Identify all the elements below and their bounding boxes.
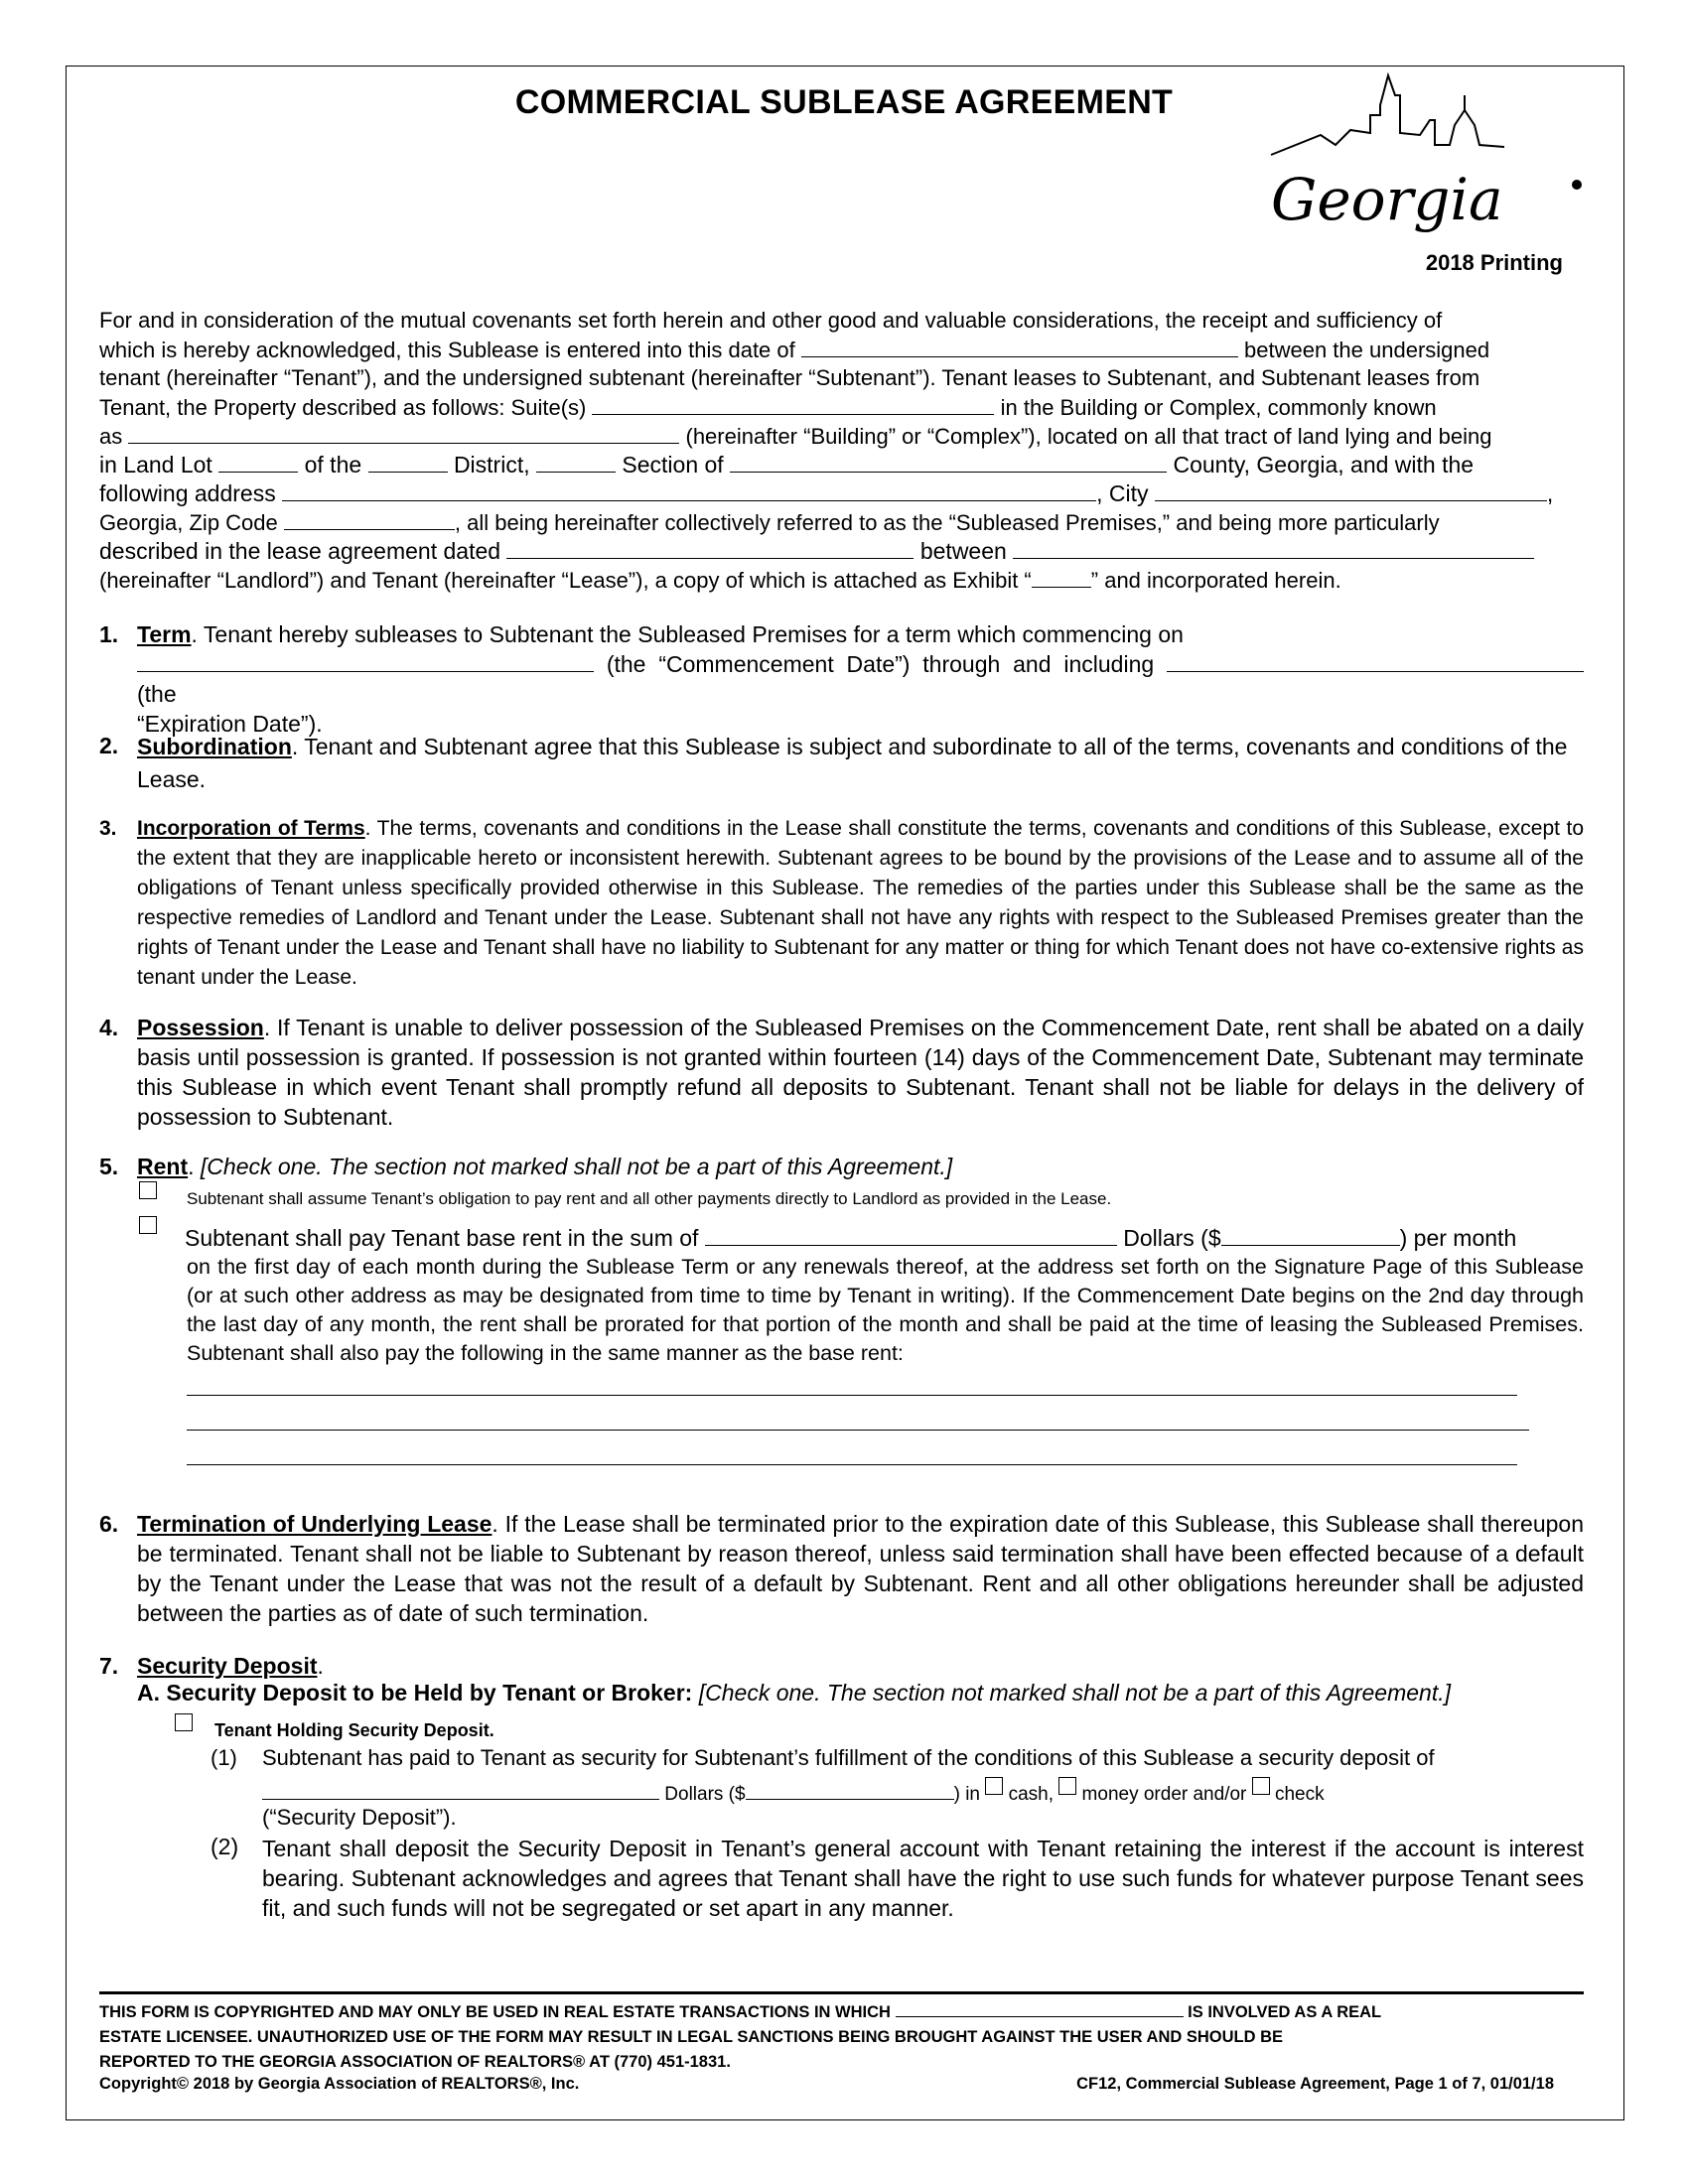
intro-line-3: tenant (hereinafter “Tenant”), and the undersigned subtenant (hereinafter “Subtenant”). Tenant leases to Subtenant, and Subtenant leases from xyxy=(99,365,1480,390)
additional-rent-line-3[interactable] xyxy=(187,1464,1517,1465)
section-security-deposit: 7. Security Deposit. xyxy=(99,1653,324,1679)
section-field[interactable] xyxy=(536,450,616,473)
building-name-field[interactable] xyxy=(128,421,679,444)
security-deposit-definition: (“Security Deposit”). xyxy=(262,1805,457,1830)
additional-rent-line-2[interactable] xyxy=(187,1430,1529,1431)
deposit-paragraph-1-text: Subtenant has paid to Tenant as security for Subtenant’s fulfillment of the conditions of this Sublease a security deposit of xyxy=(262,1745,1435,1770)
tenant-holding-checkbox[interactable] xyxy=(175,1713,193,1731)
lease-date-field[interactable] xyxy=(506,536,914,559)
intro-line-10: (hereinafter “Landlord”) and Tenant (hereinafter “Lease”), a copy of which is attached as Exhibit “ ” and incorporated herein. xyxy=(99,565,1584,595)
section-rent: 5. Rent. [Check one. The section not marked shall not be a part of this Agreement.] xyxy=(99,1154,953,1179)
form-identifier: CF12, Commercial Sublease Agreement, Page 1 of 7, 01/01/18 xyxy=(1076,2075,1554,2093)
rent-option-2-line: Subtenant shall pay Tenant base rent in the sum of Dollars ($ ) per month xyxy=(185,1225,1517,1251)
section-term: 1. Term. Tenant hereby subleases to Subtenant the Subleased Premises for a term which commencing on (the “Commencement Date”) through and including (the “Expiration Date”). xyxy=(99,619,1584,739)
subsection-a-heading: A. Security Deposit to be Held by Tenant or Broker: [Check one. The section not marked shall not be a part of this Agreement.] xyxy=(137,1680,1452,1706)
land-lot-field[interactable] xyxy=(218,450,298,473)
money-order-checkbox[interactable] xyxy=(1058,1777,1076,1795)
rent-amount-field[interactable] xyxy=(1221,1223,1400,1246)
intro-line-2: which is hereby acknowledged, this Sublease is entered into this date of between the undersigned xyxy=(99,335,1584,364)
copyright-line: Copyright© 2018 by Georgia Association of REALTORS®, Inc. xyxy=(99,2075,580,2093)
section-termination: 6. Termination of Underlying Lease. If the Lease shall be terminated prior to the expiration date of this Sublease, this Sublease shall thereupon be terminated. Tenant shall not be liable to Subtenant by reason thereof, unless said termination shall have been effected because of a default by the Tenant under the Lease that was not the result of a default by Subtenant. Rent and all other obligations hereunder shall be adjusted between the parties as of date of such termination. xyxy=(99,1511,1585,1626)
exhibit-field[interactable] xyxy=(1032,565,1091,588)
rent-amount-words-field[interactable] xyxy=(705,1223,1117,1246)
intro-line-6: in Land Lot of the District, Section of County, Georgia, and with the xyxy=(99,452,1475,478)
additional-rent-line-1[interactable] xyxy=(187,1395,1517,1396)
deposit-paragraph-1-num: (1) xyxy=(211,1745,237,1770)
printing-year: 2018 Printing xyxy=(1425,250,1563,275)
check-checkbox[interactable] xyxy=(1252,1777,1270,1795)
licensee-field[interactable] xyxy=(896,2002,1184,2017)
date-field[interactable] xyxy=(801,335,1238,357)
suite-field[interactable] xyxy=(592,392,994,415)
section-incorporation: 3. Incorporation of Terms. The terms, covenants and conditions in the Lease shall constitute the terms, covenants and conditions of this Sublease, except to the extent that they are inapplicable hereto or inconsistent herewith. Subtenant agrees to be bound by the provisions of the Lease and to assume all of the obligations of Tenant unless specifically provided otherwise in this Sublease. The remedies of the parties under this Sublease shall be the same as the respective remedies of Landlord and Tenant under the Lease. Subtenant shall not have any rights with respect to the Subleased Premises greater than the rights of Tenant under the Lease and Tenant shall have no liability to Subtenant for any matter or thing for which Tenant does not have co-extensive rights as tenant under the Lease. xyxy=(99,817,1584,989)
deposit-paragraph-2-num: (2) xyxy=(211,1834,239,1859)
rent-option-1-text: Subtenant shall assume Tenant’s obligation to pay rent and all other payments directly to Landlord as provided in the Lease. xyxy=(187,1189,1112,1208)
cash-checkbox[interactable] xyxy=(985,1777,1003,1795)
georgia-skyline-logo xyxy=(1261,66,1599,264)
intro-line-9: described in the lease agreement dated between xyxy=(99,536,1584,566)
rent-option-2-checkbox[interactable] xyxy=(139,1216,157,1234)
section-possession: 4. Possession. If Tenant is unable to deliver possession of the Subleased Premises on the Commencement Date, rent shall be abated on a daily basis until possession is granted. If possession is not granted within fourteen (14) days of the Commencement Date, Subtenant may terminate this Sublease in which event Tenant shall promptly refund all deposits to Subtenant. Tenant shall not be liable for delays in the delivery of possession to Subtenant. xyxy=(99,1015,1584,1130)
address-field[interactable] xyxy=(282,478,1096,501)
commencement-date-field[interactable] xyxy=(137,649,594,672)
section-subordination: 2. Subordination. Tenant and Subtenant agree that this Sublease is subject and subordinate to all of the terms, covenants and conditions of the Lease. xyxy=(99,733,1568,792)
intro-line-4: Tenant, the Property described as follows: Suite(s) in the Building or Complex, commonly known xyxy=(99,392,1584,422)
intro-line-5: as (hereinafter “Building” or “Complex”), located on all that tract of land lying and being xyxy=(99,421,1584,451)
deposit-amount-words-field[interactable] xyxy=(262,1777,659,1800)
tenant-holding-label: Tenant Holding Security Deposit. xyxy=(214,1720,494,1740)
district-field[interactable] xyxy=(368,450,448,473)
document-title: COMMERCIAL SUBLEASE AGREEMENT xyxy=(514,83,1174,121)
intro-line-8: Georgia, Zip Code , all being hereinafter collectively referred to as the “Subleased Premises,” and being more particularly xyxy=(99,507,1584,537)
rent-option-1-checkbox[interactable] xyxy=(139,1181,157,1199)
expiration-date-field[interactable] xyxy=(1167,649,1584,672)
landlord-name-field[interactable] xyxy=(1013,536,1534,559)
deposit-amount-line: Dollars ($ ) in cash, money order and/or check xyxy=(262,1777,1325,1806)
zip-code-field[interactable] xyxy=(284,507,455,530)
intro-line-7: following address , City , xyxy=(99,480,1554,506)
deposit-amount-field[interactable] xyxy=(746,1777,954,1800)
copyright-notice: THIS FORM IS COPYRIGHTED AND MAY ONLY BE USED IN REAL ESTATE TRANSACTIONS IN WHICH IS INVOLVED AS A REAL ESTATE LICENSEE. UNAUTHORIZED USE OF THE FORM MAY RESULT IN LEGAL SANCTIONS BEING BROUGHT AGAINST THE USER AND SHOULD BE REPORTED TO THE GEORGIA ASSOCIATION OF REALTORS® AT (770) 451-1831. xyxy=(99,1991,1584,2075)
county-field[interactable] xyxy=(730,450,1167,473)
city-field[interactable] xyxy=(1155,478,1547,501)
deposit-paragraph-2-text: Tenant shall deposit the Security Deposit in Tenant’s general account with Tenant retaining the interest if the account is interest bearing. Subtenant acknowledges and agrees that Tenant shall have the right to use such funds for whatever purpose Tenant sees fit, and such funds will not be segregated or set apart in any manner. xyxy=(262,1836,1584,1921)
logo-wordmark: Georgia xyxy=(1271,166,1503,233)
rent-option-2-text: on the first day of each month during the Sublease Term or any renewals thereof, at the address set forth on the Signature Page of this Sublease (or at such other address as may be designated from time to time by Tenant in writing). If the Commencement Date begins on the 2nd day through the last day of any month, the rent shall be prorated for that portion of the month and shall be paid at the time of leasing the Subleased Premises. Subtenant shall also pay the following in the same manner as the base rent: xyxy=(187,1255,1584,1365)
intro-line-1: For and in consideration of the mutual covenants set forth herein and other good and valuable considerations, the receipt and sufficiency of xyxy=(99,308,1443,333)
